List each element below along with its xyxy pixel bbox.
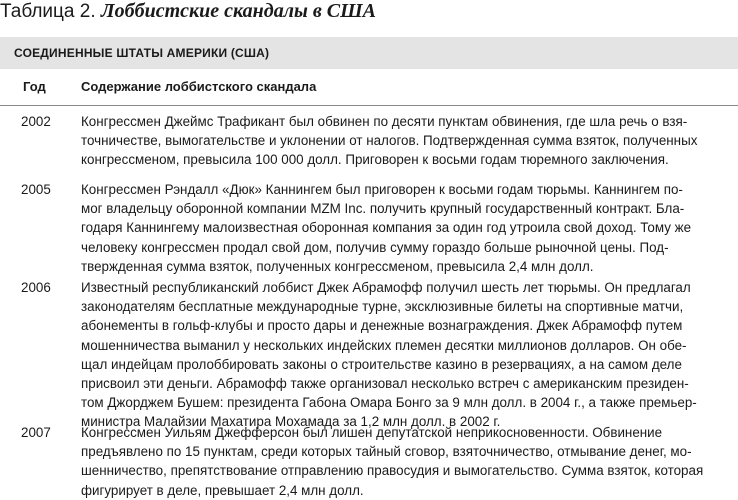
- content-line: человеку конгрессмен продал свой дом, получив сумму гораздо больше рыночной цены. Под-: [81, 239, 669, 255]
- column-header-year: Год: [23, 79, 46, 94]
- row-year: 2002: [21, 114, 51, 129]
- content-line: конгрессменом, превысила 100 000 долл. Приговорен к восьми годам тюремного заключения.: [81, 152, 669, 168]
- column-header-content: Содержание лоббистского скандала: [81, 79, 317, 94]
- content-line: твержденная сумма взяток, полученных конгрессменом, превысила 2,4 млн долл.: [81, 258, 594, 274]
- content-line: точничестве, вымогательстве и уклонении от налогов. Подтвержденная сумма взяток, полученных: [81, 133, 698, 149]
- caption-title: Лоббистские скандалы в США: [100, 0, 376, 22]
- row-content: [81, 278, 731, 432]
- section-header: СОЕДИНЕННЫЕ ШТАТЫ АМЕРИКИ (США): [0, 37, 738, 69]
- caption-label: Таблица 2.: [0, 1, 96, 22]
- content-line: мошенничества выманил у нескольких индейских племен десятки миллионов долларов. Он обе-: [81, 337, 687, 353]
- content-line: фигурирует в деле, превышает 2,4 млн долл.: [81, 482, 364, 498]
- content-line: том Джорджем Бушем: президента Габона Омара Бонго за 9 млн долл. в 2004 г., а также премьер-: [81, 395, 697, 411]
- content-line: Известный республиканский лоббист Джек Абрамофф получил шесть лет тюрьмы. Он предлагал: [81, 280, 691, 295]
- content-line: Конгрессмен Рэндалл «Дюк» Каннингем был приговорен к восьми годам тюрьмы. Каннингем по-: [81, 182, 683, 197]
- column-header-row: [0, 69, 738, 106]
- table-caption: [0, 0, 376, 24]
- row-content: [81, 180, 731, 276]
- content-line: министра Малайзии Махатира Мохамада за 1,2 млн долл. в 2002 г.: [81, 414, 501, 430]
- content-line: предъявлено по 15 пунктам, среди которых тайный сговор, взяточничество, отмывание денег, мо-: [81, 444, 692, 460]
- row-content: [81, 112, 731, 170]
- content-line: законодателям бесплатные международные турне, эксклюзивные билеты на спортивные матчи,: [81, 299, 684, 315]
- row-year: 2005: [21, 182, 51, 197]
- row-content: [81, 423, 731, 500]
- content-line: щал индейцам пролоббировать законы о строительстве казино в резервациях, а на самом деле: [81, 356, 682, 372]
- row-year: 2006: [21, 280, 51, 295]
- content-line: абонементы в гольф-клубы и просто дары и денежные вознаграждения. Джек Абрамофф путем: [81, 318, 683, 334]
- content-line: Конгрессмен Уильям Джефферсон был лишен депутатской неприкосновенности. Обвинение: [81, 425, 663, 440]
- content-line: Конгрессмен Джеймс Трафикант был обвинен по десяти пунктам обвинения, где шла речь о взя-: [81, 114, 688, 129]
- row-year: 2007: [21, 425, 51, 440]
- content-line: присвоил эти деньги. Абрамофф также организовал несколько встреч с американским президен-: [81, 375, 689, 391]
- content-line: шенничество, препятствование отправлению правосудия и вымогательство. Сумма взяток, которая: [81, 463, 704, 479]
- content-line: годаря Каннингему малоизвестная оборонная компания за один год утроила свой доход. Тому же: [81, 220, 692, 236]
- content-line: мог владельцу оборонной компании MZM Inc. получить крупный государственный контракт. Бла-: [81, 201, 685, 217]
